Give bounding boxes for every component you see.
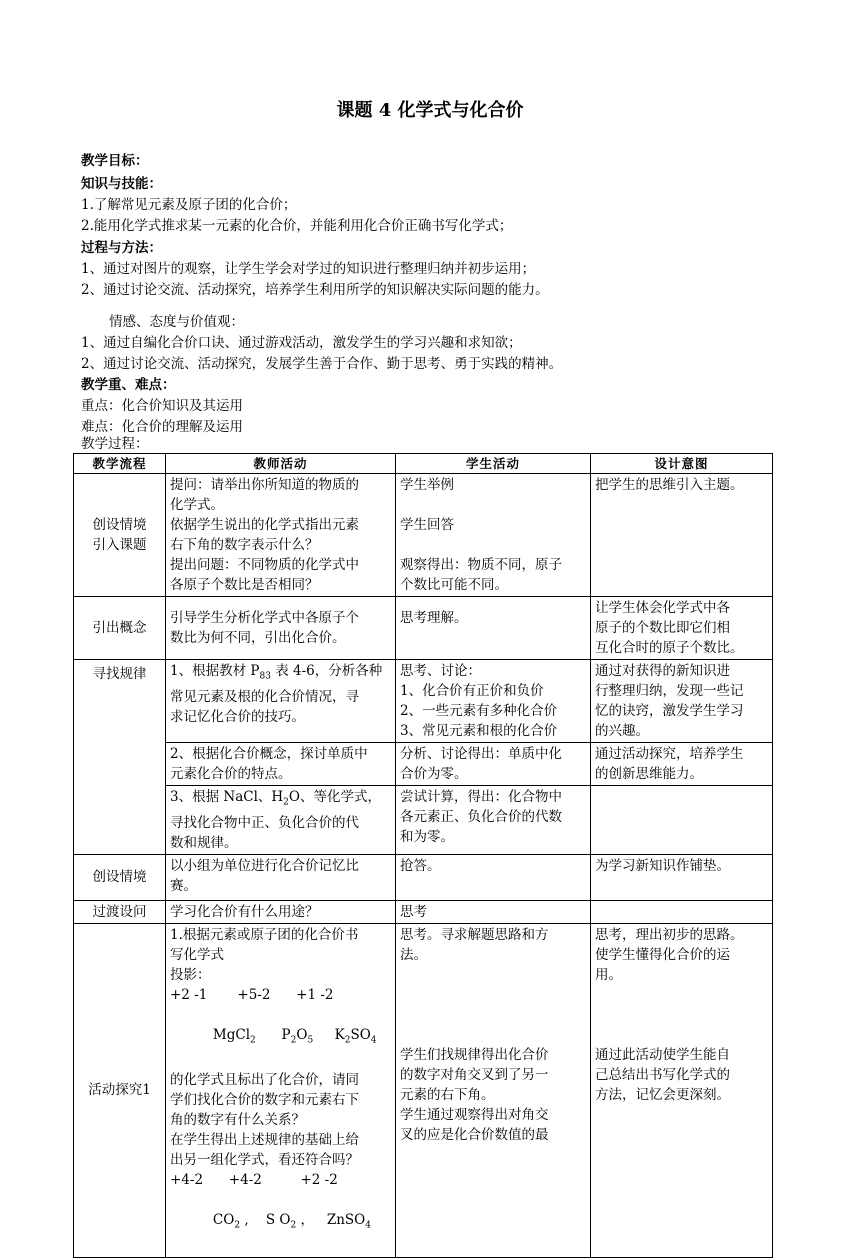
teacher-cell: 1、根据教材 $P_{83}$ 表 4-6，分析各种 常见元素及根的化合价情况，寻 求记忆化合价的技巧。: [166, 660, 396, 743]
teacher-cell: 2、根据化合价概念，探讨单质中 元素化合价的特点。: [166, 743, 396, 786]
student-cell: 抢答。: [396, 854, 591, 900]
student-cell: 分析、讨论得出：单质中化 合价为零。: [396, 743, 591, 786]
formula-row-1: MgCl$_2$ $P_2O_5$ $K_2SO_4$: [212, 1026, 377, 1046]
knowledge-item-2: 2.能用化学式推求某一元素的化合价，并能利用化合价正确书写化学式；: [81, 218, 513, 234]
table-row: [74, 923, 773, 1257]
teacher-cell: 1.根据元素或原子团的化合价书 写化学式 投影： +2 -1 +5-2 +1 -2 MgCl$_2$ $P_2O_5$ $K_2SO_4$ 的化学式且标出了化合价，请同 学们找化合价的数字和元素右下 角的数字有什么关系？ 在学生得出上述规律的基础上给 出另一组化学式，看还符合吗？ +4-2 +4-2 +2 -2 $CO_2$ , S $O_2$ ， ZnSO$_4$: [166, 923, 396, 1257]
key-point: 重点：化合价知识及其运用: [81, 398, 243, 414]
table-row: [74, 474, 773, 597]
page-title: 课题 4 化学式与化合价: [336, 100, 524, 121]
table-row: [74, 786, 773, 855]
flow-cell: 创设情境 引入课题: [74, 474, 166, 597]
knowledge-heading: 知识与技能：: [81, 176, 162, 192]
intent-cell: 通过对获得的新知识进 行整理归纳，发现一些记 忆的诀窍，激发学生学习 的兴趣。: [591, 660, 773, 743]
teacher-cell: 提问：请举出你所知道的物质的 化学式。 依据学生说出的化学式指出元素 右下角的数字表示什么？ 提出问题：不同物质的化学式中 各原子个数比是否相同？: [166, 474, 396, 597]
process-item-1: 1、通过对图片的观察，让学生学会对学过的知识进行整理归纳并初步运用；: [81, 261, 536, 277]
table-row: [74, 854, 773, 900]
student-cell: 思考: [396, 900, 591, 923]
teacher-cell: 3、根据 NaCl、$H_2O$、等化学式， 寻找化合物中正、负化合价的代 数和规律。: [166, 786, 396, 855]
knowledge-item-1: 1.了解常见元素及原子团的化合价；: [81, 197, 297, 213]
teacher-cell: 引导学生分析化学式中各原子个 数比为何不同，引出化合价。: [166, 597, 396, 660]
table-row: [74, 597, 773, 660]
header-intent: 设计意图: [591, 454, 773, 474]
intent-cell: [591, 900, 773, 923]
header-student: 学生活动: [396, 454, 591, 474]
flow-cell: 过渡设问: [74, 900, 166, 923]
flow-cell: 创设情境: [74, 854, 166, 900]
table-row: [74, 660, 773, 743]
formula-row-2: $CO_2$ , S $O_2$ ， ZnSO$_4$: [212, 1212, 371, 1232]
header-teacher: 教师活动: [166, 454, 396, 474]
teacher-cell: 以小组为单位进行化合价记忆比 赛。: [166, 854, 396, 900]
intent-cell: 让学生体会化学式中各 原子的个数比即它们相 互化合时的原子个数比。: [591, 597, 773, 660]
process-heading: 过程与方法：: [81, 240, 162, 256]
intent-cell: 把学生的思维引入主题。: [591, 474, 773, 597]
student-cell: 尝试计算，得出：化合物中 各元素正、负化合价的代数 和为零。: [396, 786, 591, 855]
valence-row-1: +2 -1 +5-2 +1 -2: [170, 986, 334, 1003]
teacher-cell: 学习化合价有什么用途？: [166, 900, 396, 923]
lesson-table: [73, 453, 773, 1258]
flow-cell: 引出概念: [74, 597, 166, 660]
goal-heading: 教学目标：: [81, 153, 149, 169]
intent-cell: 思考，理出初步的思路。 使学生懂得化合价的运 用。 通过此活动使学生能自 己总结出书写化学式的 方法，记忆会更深刻。: [591, 923, 773, 1257]
student-cell: 思考。寻求解题思路和方 法。 学生们找规律得出化合价 的数字对角交叉到了另一 元素的右下角。 学生通过观察得出对角交 叉的应是化合价数值的最: [396, 923, 591, 1257]
emotion-item-2: 2、通过讨论交流、活动探究，发展学生善于合作、勤于思考、勇于实践的精神。: [81, 356, 563, 372]
difficult-point: 难点：化合价的理解及运用: [81, 419, 243, 435]
key-heading: 教学重、难点：: [81, 377, 176, 393]
intent-cell: 通过活动探究，培养学生 的创新思维能力。: [591, 743, 773, 786]
valence-row-2: +4-2 +4-2 +2 -2: [170, 1172, 338, 1189]
flow-cell: 活动探究1: [74, 923, 166, 1257]
intent-cell: 为学习新知识作铺垫。: [591, 854, 773, 900]
intent-cell: [591, 786, 773, 855]
emotion-heading: 情感、态度与价值观：: [109, 314, 244, 330]
student-cell: 思考理解。: [396, 597, 591, 660]
flow-cell: 寻找规律: [74, 660, 166, 855]
process-label: 教学过程：: [81, 436, 149, 452]
student-cell: 学生举例 学生回答 观察得出：物质不同，原子 个数比可能不同。: [396, 474, 591, 597]
process-item-2: 2、通过讨论交流、活动探究，培养学生利用所学的知识解决实际问题的能力。: [81, 282, 549, 298]
table-row: [74, 743, 773, 786]
student-cell: 思考、讨论： 1、化合价有正价和负价 2、一些元素有多种化合价 3、常见元素和根的化合价: [396, 660, 591, 743]
table-row: [74, 900, 773, 923]
header-flow: 教学流程: [74, 454, 166, 474]
table-header-row: [74, 454, 773, 474]
emotion-item-1: 1、通过自编化合价口诀、通过游戏活动，激发学生的学习兴趣和求知欲；: [81, 335, 522, 351]
